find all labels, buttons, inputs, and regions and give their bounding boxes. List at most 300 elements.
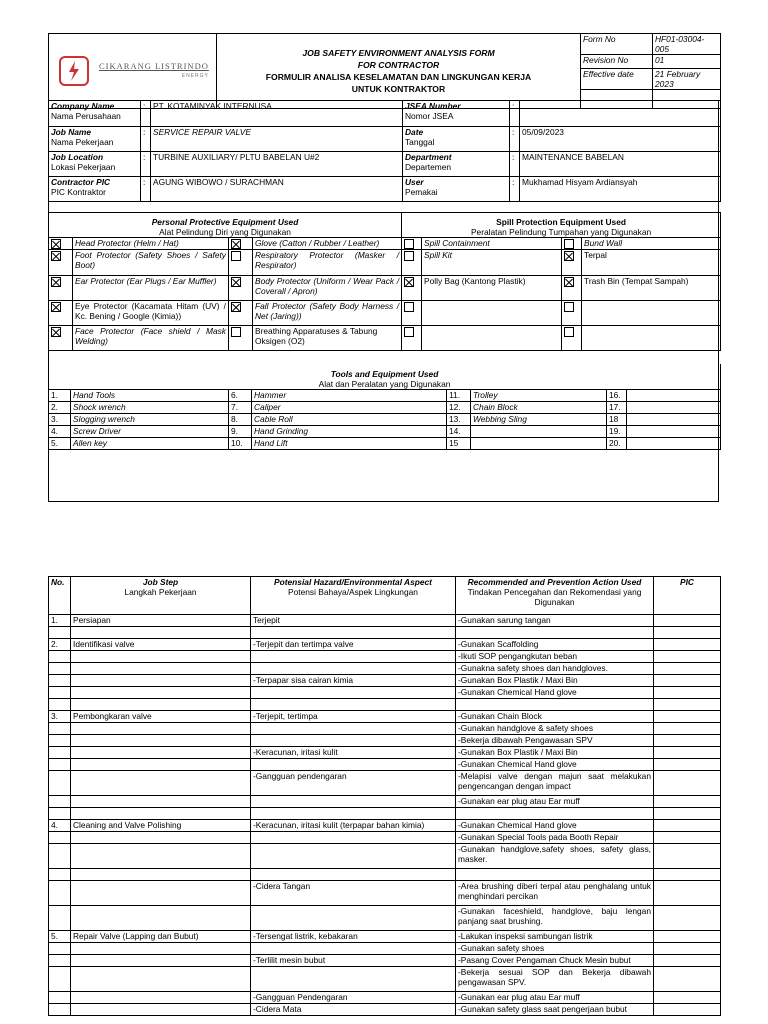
tool-name xyxy=(627,390,721,402)
ppe-checkbox[interactable] xyxy=(49,250,73,276)
step-hazard: -Terjepit dan tertimpa valve xyxy=(251,639,456,651)
checkbox-empty-icon[interactable] xyxy=(564,327,574,337)
step-pic xyxy=(654,663,721,675)
step-no: 2. xyxy=(49,639,71,651)
step-hazard xyxy=(251,735,456,747)
step-pic xyxy=(654,699,721,711)
tool-number: 6. xyxy=(229,390,252,402)
step-action: -Gunakan Chemical Hand glove xyxy=(456,759,654,771)
step-name xyxy=(71,759,251,771)
tool-name xyxy=(627,414,721,426)
step-no xyxy=(49,675,71,687)
spill-checkbox[interactable] xyxy=(402,326,422,351)
spill-checkbox[interactable] xyxy=(562,276,582,301)
step-hazard xyxy=(251,699,456,711)
spill-header: Spill Protection Equipment Used Peralatan Pelindung Tumpahan yang Digunakan xyxy=(402,213,721,238)
spill-checkbox[interactable] xyxy=(562,301,582,326)
spill-checkbox[interactable] xyxy=(562,250,582,276)
step-action: -Gunakna safety shoes dan handgloves. xyxy=(456,663,654,675)
step-name xyxy=(71,808,251,820)
spill-checkbox[interactable] xyxy=(402,301,422,326)
step-name xyxy=(71,771,251,796)
title-id-2: UNTUK KONTRAKTOR xyxy=(351,84,446,94)
ppe-checkbox[interactable] xyxy=(49,276,73,301)
step-pic xyxy=(654,639,721,651)
col-hazard: Potensial Hazard/Environmental Aspect Potensi Bahaya/Aspek Lingkungan xyxy=(251,577,456,615)
step-row xyxy=(49,663,721,675)
step-action: -Gunakan safety shoes xyxy=(456,943,654,955)
step-row xyxy=(49,759,721,771)
checkbox-checked-icon[interactable] xyxy=(231,277,241,287)
spill-checkbox[interactable] xyxy=(402,250,422,276)
step-hazard xyxy=(251,808,456,820)
logo-subtext: ENERGY xyxy=(181,73,209,79)
step-hazard: -Gangguan pendengaran xyxy=(251,771,456,796)
step-hazard: -Cidera Tangan xyxy=(251,881,456,906)
step-row xyxy=(49,906,721,931)
step-row xyxy=(49,615,721,627)
step-no xyxy=(49,627,71,639)
step-row xyxy=(49,1004,721,1016)
step-name xyxy=(71,735,251,747)
step-action: -Melapisi valve dengan majun saat melakukan pengencangan dengan impact xyxy=(456,771,654,796)
step-no xyxy=(49,869,71,881)
tool-name: Allen key xyxy=(71,438,229,450)
step-pic xyxy=(654,832,721,844)
ppe-checkbox[interactable] xyxy=(229,250,253,276)
equipment-row: Face Protector (Face shield / Mask Welding) Breathing Apparatuses & Tabung Oksigen (O2) xyxy=(49,326,721,351)
step-action: -Pasang Cover Pengaman Chuck Mesin bubut xyxy=(456,955,654,967)
title-id-1: FORMULIR ANALISA KESELAMATAN DAN LINGKUNGAN KERJA xyxy=(265,72,532,82)
department-value: MAINTENANCE BABELAN xyxy=(520,152,721,177)
step-name xyxy=(71,796,251,808)
step-action: -Bekerja dibawah Pengawasan SPV xyxy=(456,735,654,747)
step-hazard xyxy=(251,967,456,992)
effective-date-value: 21 February 2023 xyxy=(653,69,721,90)
step-no: 5. xyxy=(49,931,71,943)
step-row xyxy=(49,931,721,943)
step-action: -Gunakan Special Tools pada Booth Repair xyxy=(456,832,654,844)
form-no-label: Form No xyxy=(581,34,653,55)
form-title xyxy=(217,34,581,109)
step-name xyxy=(71,747,251,759)
step-name xyxy=(71,627,251,639)
revision-label: Revision No xyxy=(581,55,653,69)
step-no xyxy=(49,796,71,808)
tool-number: 18 xyxy=(607,414,627,426)
step-name: Pembongkaran valve xyxy=(71,711,251,723)
tool-name: Hand Tools xyxy=(71,390,229,402)
step-no xyxy=(49,967,71,992)
spill-checkbox[interactable] xyxy=(562,326,582,351)
col-no: No. xyxy=(49,577,71,615)
step-no xyxy=(49,759,71,771)
step-hazard xyxy=(251,869,456,881)
tool-name: Chain Block xyxy=(471,402,607,414)
step-action: -Lakukan inspeksi sambungan listrik xyxy=(456,931,654,943)
tool-number: 19. xyxy=(607,426,627,438)
step-hazard: -Gangguan Pendengaran xyxy=(251,992,456,1004)
step-row xyxy=(49,771,721,796)
step-name: Cleaning and Valve Polishing xyxy=(71,820,251,832)
ppe-header: Personal Protective Equipment Used Alat Pelindung Diri yang Digunakan xyxy=(49,213,402,238)
step-no xyxy=(49,992,71,1004)
checkbox-empty-icon[interactable] xyxy=(404,251,414,261)
step-name xyxy=(71,832,251,844)
checkbox-empty-icon[interactable] xyxy=(404,239,414,249)
step-action: -Gunakan ear plug atau Ear muff xyxy=(456,796,654,808)
step-pic xyxy=(654,931,721,943)
tool-name: Caliper xyxy=(252,402,447,414)
step-name xyxy=(71,699,251,711)
tool-name xyxy=(471,438,607,450)
tool-name: Trolley xyxy=(471,390,607,402)
step-hazard xyxy=(251,943,456,955)
checkbox-empty-icon[interactable] xyxy=(231,327,241,337)
tool-name: Shock wrench xyxy=(71,402,229,414)
tool-number: 13. xyxy=(447,414,471,426)
ppe-checkbox[interactable] xyxy=(229,301,253,326)
step-pic xyxy=(654,844,721,869)
equipment-row: Foot Protector (Safety Shoes / Safety Boot) Respiratory Protector (Masker / Respirator) Spill Kit Terpal xyxy=(49,250,721,276)
step-name xyxy=(71,943,251,955)
step-row xyxy=(49,943,721,955)
checkbox-empty-icon[interactable] xyxy=(564,302,574,312)
step-hazard xyxy=(251,687,456,699)
step-name xyxy=(71,955,251,967)
checkbox-checked-icon[interactable] xyxy=(564,251,574,261)
step-name xyxy=(71,687,251,699)
step-action xyxy=(456,808,654,820)
step-pic xyxy=(654,808,721,820)
step-no: 3. xyxy=(49,711,71,723)
step-hazard xyxy=(251,759,456,771)
tool-number: 10. xyxy=(229,438,252,450)
step-name xyxy=(71,651,251,663)
tools-row xyxy=(49,426,721,438)
ppe-checkbox[interactable] xyxy=(49,326,73,351)
step-row xyxy=(49,967,721,992)
step-action: -Gunakan handglove & safety shoes xyxy=(456,723,654,735)
step-pic xyxy=(654,675,721,687)
tool-name: Hand Lift xyxy=(252,438,447,450)
tools-header: Tools and Equipment Used Alat dan Peralatan yang Digunakan xyxy=(49,364,721,389)
step-row xyxy=(49,723,721,735)
checkbox-checked-icon[interactable] xyxy=(51,251,61,261)
checkbox-empty-icon[interactable] xyxy=(564,239,574,249)
checkbox-checked-icon[interactable] xyxy=(231,239,241,249)
tool-name xyxy=(627,438,721,450)
step-action xyxy=(456,699,654,711)
step-name xyxy=(71,663,251,675)
step-name: Repair Valve (Lapping dan Bubut) xyxy=(71,931,251,943)
step-pic xyxy=(654,747,721,759)
step-no xyxy=(49,844,71,869)
tools-row xyxy=(49,414,721,426)
contractor-pic-label: Contractor PIC PIC Kontraktor xyxy=(49,177,141,202)
step-action xyxy=(456,627,654,639)
step-hazard: Terjepit xyxy=(251,615,456,627)
step-pic xyxy=(654,796,721,808)
step-row xyxy=(49,699,721,711)
checkbox-checked-icon[interactable] xyxy=(51,239,61,249)
step-row xyxy=(49,687,721,699)
department-label: Department Departemen xyxy=(403,152,510,177)
company-name-label: Company Name Nama Perusahaan xyxy=(49,101,141,127)
step-no xyxy=(49,881,71,906)
step-row xyxy=(49,881,721,906)
step-name xyxy=(71,906,251,931)
job-info-table: Company Name Nama Perusahaan : PT. KOTAMINYAK INTERNUSA JSEA Number Nomor JSEA : Job Name Nama Pekerjaan : SERVICE REPAIR VALVE Date Tanggal : 05/09/2023 Job Location Lokasi Pekerjaan : TURBINE AUXILIARY/ PLTU BABELAN U#2 Department Departemen : MAINTENANCE BABELAN Contractor PIC PIC Kontraktor : AGUNG WIBOWO / SURACHMAN User Pemakai : Mukhamad Hisyam Ardiansyah xyxy=(48,100,721,202)
spill-checkbox[interactable] xyxy=(402,238,422,250)
step-no: 4. xyxy=(49,820,71,832)
step-row xyxy=(49,869,721,881)
company-name-value: PT. KOTAMINYAK INTERNUSA xyxy=(151,101,403,127)
title-en-1: JOB SAFETY ENVIRONMENT ANALYSIS FORM xyxy=(302,48,495,58)
checkbox-checked-icon[interactable] xyxy=(564,277,574,287)
job-name-label: Job Name Nama Pekerjaan xyxy=(49,127,141,152)
step-name xyxy=(71,844,251,869)
tool-number: 14. xyxy=(447,426,471,438)
spill-checkbox[interactable] xyxy=(562,238,582,250)
tool-number: 7. xyxy=(229,402,252,414)
checkbox-checked-icon[interactable] xyxy=(51,277,61,287)
step-no xyxy=(49,723,71,735)
col-action: Recommended and Prevention Action Used Tindakan Pencegahan dan Rekomendasi yang Digunakan xyxy=(456,577,654,615)
job-location-label: Job Location Lokasi Pekerjaan xyxy=(49,152,141,177)
step-pic xyxy=(654,687,721,699)
tool-name xyxy=(471,426,607,438)
tools-row xyxy=(49,390,721,402)
step-name xyxy=(71,881,251,906)
tool-number: 9. xyxy=(229,426,252,438)
step-pic xyxy=(654,992,721,1004)
step-action: -Gunakan Box Plastik / Maxi Bin xyxy=(456,675,654,687)
equipment-row: Ear Protector (Ear Plugs / Ear Muffler) Body Protector (Uniform / Wear Pack / Coverall / Apron) Polly Bag (Kantong Plastik) Trash Bin (Tempat Sampah) xyxy=(49,276,721,301)
step-pic xyxy=(654,967,721,992)
step-hazard xyxy=(251,906,456,931)
tool-name: Slogging wrench xyxy=(71,414,229,426)
form-header xyxy=(48,33,721,109)
step-pic xyxy=(654,906,721,931)
step-action: -Ikuti SOP pengangkutan beban xyxy=(456,651,654,663)
step-action: -Gunakan Chemical Hand glove xyxy=(456,820,654,832)
tools-row xyxy=(49,402,721,414)
tool-number: 11. xyxy=(447,390,471,402)
jsea-number-value xyxy=(520,101,721,127)
revision-value: 01 xyxy=(653,55,721,69)
title-en-2: FOR CONTRACTOR xyxy=(357,60,440,70)
ppe-checkbox[interactable] xyxy=(49,301,73,326)
step-pic xyxy=(654,711,721,723)
step-action: -Gunakan handglove,safety shoes, safety glass, masker. xyxy=(456,844,654,869)
tool-name: Screw Driver xyxy=(71,426,229,438)
col-job-step: Job Step Langkah Pekerjaan xyxy=(71,577,251,615)
step-row xyxy=(49,627,721,639)
step-name xyxy=(71,869,251,881)
step-row xyxy=(49,955,721,967)
ppe-checkbox[interactable] xyxy=(229,276,253,301)
job-name-value: SERVICE REPAIR VALVE xyxy=(151,127,403,152)
contractor-pic-value: AGUNG WIBOWO / SURACHMAN xyxy=(151,177,403,202)
checkbox-empty-icon[interactable] xyxy=(404,327,414,337)
tool-number: 12. xyxy=(447,402,471,414)
step-pic xyxy=(654,627,721,639)
equipment-row: Eye Protector (Kacamata Hitam (UV) / Kc. Bening / Google (Kimia)) Fall Protector (Safety Body Harness / Net (Jaring)) xyxy=(49,301,721,326)
equipment-table xyxy=(48,212,721,351)
user-label: User Pemakai xyxy=(403,177,510,202)
step-no xyxy=(49,651,71,663)
step-no xyxy=(49,955,71,967)
step-pic xyxy=(654,771,721,796)
step-name xyxy=(71,967,251,992)
step-row xyxy=(49,844,721,869)
step-action: -Gunakan Box Plastik / Maxi Bin xyxy=(456,747,654,759)
step-hazard: -Keracunan, iritasi kulit (terpapar bahan kimia) xyxy=(251,820,456,832)
step-pic xyxy=(654,955,721,967)
step-row xyxy=(49,747,721,759)
step-name xyxy=(71,992,251,1004)
step-no xyxy=(49,687,71,699)
date-label: Date Tanggal xyxy=(403,127,510,152)
step-pic xyxy=(654,1004,721,1016)
checkbox-checked-icon[interactable] xyxy=(231,302,241,312)
step-no xyxy=(49,943,71,955)
job-location-value: TURBINE AUXILIARY/ PLTU BABELAN U#2 xyxy=(151,152,403,177)
step-row xyxy=(49,651,721,663)
step-pic xyxy=(654,615,721,627)
step-no xyxy=(49,1004,71,1016)
step-hazard xyxy=(251,627,456,639)
step-hazard: -Cidera Mata xyxy=(251,1004,456,1016)
tools-row xyxy=(49,438,721,450)
step-action: -Area brushing diberi terpal atau penghalang untuk menghindari percikan xyxy=(456,881,654,906)
step-action: -Gunakan sarung tangan xyxy=(456,615,654,627)
step-row xyxy=(49,820,721,832)
jsea-number-label: JSEA Number Nomor JSEA xyxy=(403,101,510,127)
tool-number: 5. xyxy=(49,438,71,450)
step-name: Identifikasi valve xyxy=(71,639,251,651)
form-no-value: HF01-03004-005 xyxy=(653,34,721,55)
job-steps-table xyxy=(48,576,721,1016)
step-action: -Gunakan ear plug atau Ear muff xyxy=(456,992,654,1004)
tool-number: 16. xyxy=(607,390,627,402)
step-hazard: -Tersengat listrik, kebakaran xyxy=(251,931,456,943)
step-no xyxy=(49,699,71,711)
step-row xyxy=(49,832,721,844)
step-pic xyxy=(654,881,721,906)
effective-date-label: Effective date xyxy=(581,69,653,90)
step-hazard xyxy=(251,663,456,675)
step-no xyxy=(49,747,71,759)
step-hazard xyxy=(251,832,456,844)
step-no xyxy=(49,735,71,747)
tool-number: 17. xyxy=(607,402,627,414)
step-hazard: -Terjepit, tertimpa xyxy=(251,711,456,723)
tool-number: 1. xyxy=(49,390,71,402)
step-no: 1. xyxy=(49,615,71,627)
step-row xyxy=(49,808,721,820)
step-row xyxy=(49,992,721,1004)
tools-table xyxy=(48,364,721,390)
ppe-checkbox[interactable] xyxy=(229,238,253,250)
step-row xyxy=(49,675,721,687)
tools-list xyxy=(48,389,721,450)
tool-name xyxy=(627,426,721,438)
tool-number: 4. xyxy=(49,426,71,438)
step-pic xyxy=(654,869,721,881)
step-action: -Gunakan safety glass saat pengerjaan bubut xyxy=(456,1004,654,1016)
step-pic xyxy=(654,735,721,747)
tool-name: Webbing Sling xyxy=(471,414,607,426)
company-logo-icon xyxy=(59,56,89,86)
tool-number: 3. xyxy=(49,414,71,426)
logo-text: CIKARANG LISTRINDO xyxy=(99,61,209,71)
step-no xyxy=(49,832,71,844)
logo-cell xyxy=(49,34,217,109)
step-action xyxy=(456,869,654,881)
step-name: Persiapan xyxy=(71,615,251,627)
step-name xyxy=(71,1004,251,1016)
step-no xyxy=(49,771,71,796)
col-pic: PIC xyxy=(654,577,721,615)
step-action: -Gunakan faceshield, handglove, baju lengan panjang saat brushing. xyxy=(456,906,654,931)
step-action: -Gunakan Chemical Hand glove xyxy=(456,687,654,699)
tool-name: Hand Grinding xyxy=(252,426,447,438)
user-value: Mukhamad Hisyam Ardiansyah xyxy=(520,177,721,202)
step-hazard xyxy=(251,796,456,808)
step-name xyxy=(71,723,251,735)
step-hazard: -Keracunan, iritasi kulit xyxy=(251,747,456,759)
tool-number: 20. xyxy=(607,438,627,450)
step-row xyxy=(49,639,721,651)
step-hazard xyxy=(251,844,456,869)
checkbox-checked-icon[interactable] xyxy=(51,327,61,337)
step-action: -Gunakan Chain Block xyxy=(456,711,654,723)
step-pic xyxy=(654,723,721,735)
equipment-row: Head Protector (Helm / Hat) Glove (Catton / Rubber / Leather) Spill Containment Bund Wall xyxy=(49,238,721,250)
step-pic xyxy=(654,651,721,663)
tool-number: 8. xyxy=(229,414,252,426)
step-hazard xyxy=(251,723,456,735)
step-row xyxy=(49,711,721,723)
date-value: 05/09/2023 xyxy=(520,127,721,152)
step-no xyxy=(49,906,71,931)
step-pic xyxy=(654,759,721,771)
step-no xyxy=(49,663,71,675)
checkbox-empty-icon[interactable] xyxy=(404,302,414,312)
step-row xyxy=(49,796,721,808)
step-pic xyxy=(654,943,721,955)
ppe-checkbox[interactable] xyxy=(49,238,73,250)
checkbox-checked-icon[interactable] xyxy=(51,302,61,312)
step-no xyxy=(49,808,71,820)
step-pic xyxy=(654,820,721,832)
checkbox-empty-icon[interactable] xyxy=(231,251,241,261)
step-row xyxy=(49,735,721,747)
step-hazard: -Terlilit mesin bubut xyxy=(251,955,456,967)
step-hazard: -Terpapar sisa cairan kimia xyxy=(251,675,456,687)
step-action: -Bekerja sesuai SOP dan Bekerja dibawah pengawasan SPV. xyxy=(456,967,654,992)
checkbox-checked-icon[interactable] xyxy=(404,277,414,287)
ppe-checkbox[interactable] xyxy=(229,326,253,351)
spill-checkbox[interactable] xyxy=(402,276,422,301)
tool-name: Hammer xyxy=(252,390,447,402)
tool-number: 15 xyxy=(447,438,471,450)
tool-name: Cable Roll xyxy=(252,414,447,426)
tool-name xyxy=(627,402,721,414)
step-action: -Gunakan Scaffolding xyxy=(456,639,654,651)
